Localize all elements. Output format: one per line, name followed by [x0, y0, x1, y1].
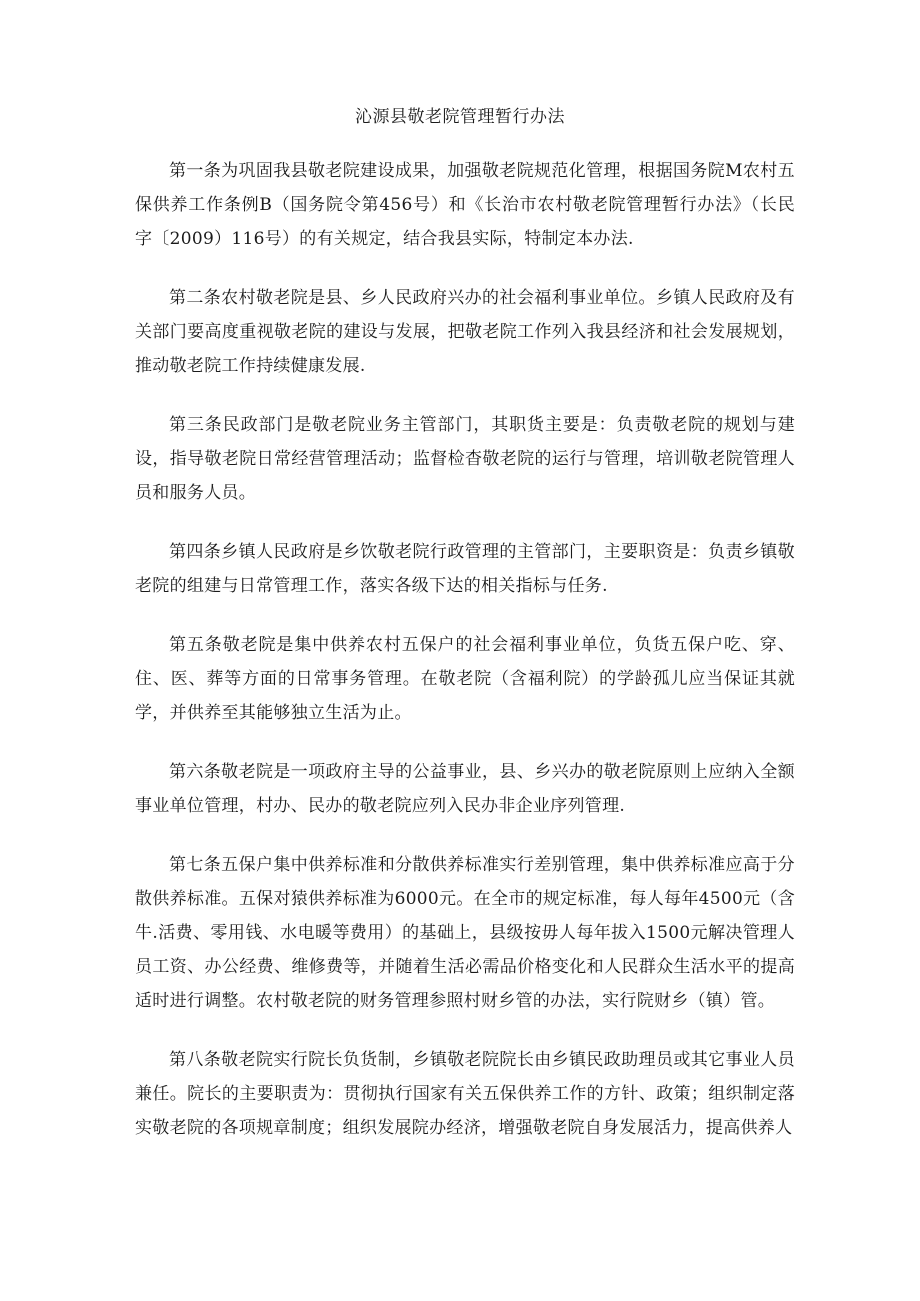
document-title: 沁源县敬老院管理暂行办法 — [355, 107, 565, 127]
article-2: 第二条农村敬老院是县、乡人民政府兴办的社会福利事业单位。乡镇人民政府及有关部门要高度重视敬老院的建设与发展，把敬老院工作列入我县经济和社会发展规划，推动敬老院工作持续健康发展. — [135, 288, 795, 376]
document-body — [135, 154, 795, 1170]
article-1: 第一条为巩固我县敬老院建设成果，加强敬老院规范化管理，根据国务院M农村五保供养工作条例B（国务院令第456号）和《长治市农村敬老院管理暂行办法》（长民字〔2009）116号）的有关规定，结合我县实际，特制定本办法. — [135, 161, 795, 249]
article-4: 第四条乡镇人民政府是乡饮敬老院行政管理的主管部门，主要职资是：负责乡镇敬老院的组建与日常管理工作，落实各级下达的相关指标与任务. — [135, 542, 795, 596]
article-3: 第三条民政部门是敬老院业务主管部门，其职货主要是：负责敬老院的规划与建设，指导敬老院日常经营管理活动；监督检杳敬老院的运行与管理，培训敬老院管理人员和服务人员。 — [135, 415, 795, 503]
article-7: 第七条五保户集中供养标准和分散供养标准实行差别管理，集中供养标准应高于分散供养标准。五保对猿供养标准为6000元。在全市的规定标准，每人每年4500元（含牛.活费、零用钱、水电暖等费用）的基础上，县级按毋人每年拔入1500元解决管理人员工资、办公经费、维修费等，并随着生活必需品价格变化和人民群众生活水平的提高适时进行调整。农村敬老院的财务管理参照村财乡管的办法，实行院财乡（镇）管。 — [135, 855, 795, 1011]
article-8: 第八条敬老院实行院长负货制，乡镇敬老院院长由乡镇民政助理员或其它事业人员兼任。院长的主要职责为：贯彻执行国家有关五保供养工作的方针、政策；组织制定落实敬老院的各项规章制度；组织发展院办经济，增强敬老院自身发展活力，提高供养人 — [135, 1050, 795, 1138]
article-5: 第五条敬老院是集中供养农村五保户的社会福利事业单位，负货五保户吃、穿、住、医、葬等方面的日常事务管理。在敬老院（含福利院）的学龄孤儿应当保证其就学，并供养至其能够独立生活为止。 — [135, 635, 795, 723]
article-6: 第六条敬老院是一项政府主导的公益事业，县、乡兴办的敬老院原则上应纳入全额事业单位管理，村办、民办的敬老院应列入民办非企业序列管理. — [135, 762, 795, 816]
